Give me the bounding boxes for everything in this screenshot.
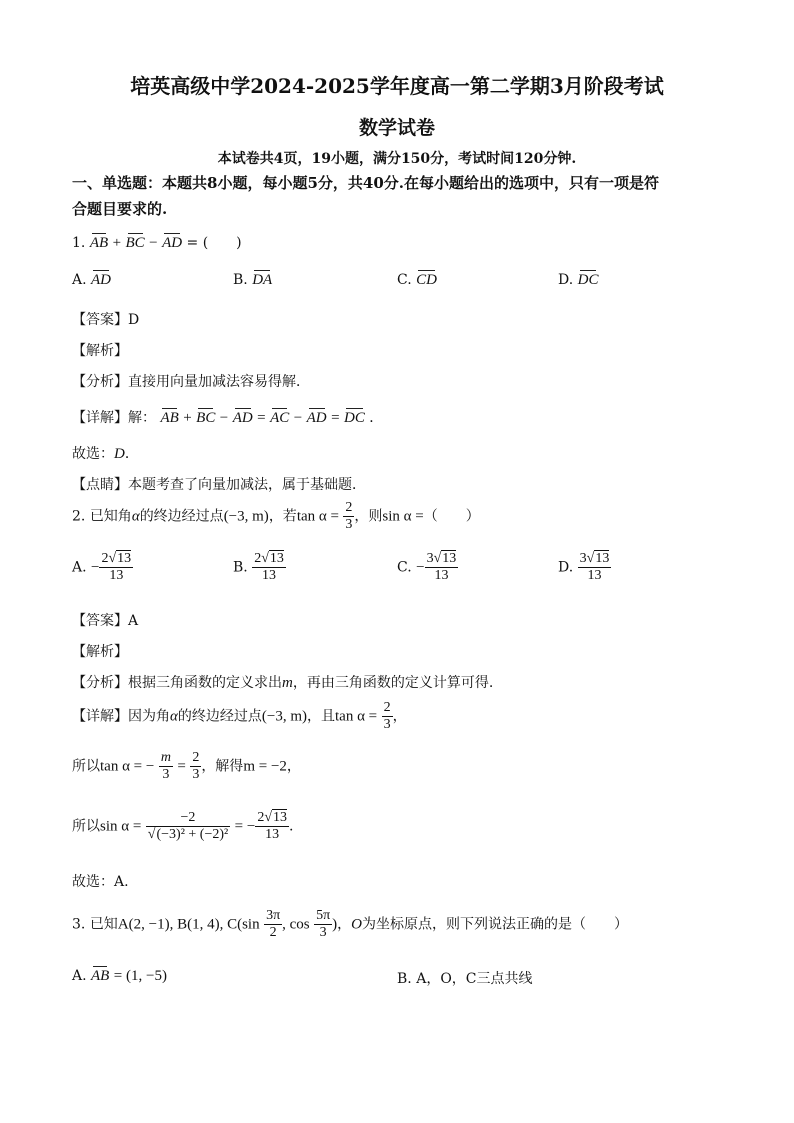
- text: ): [332, 916, 338, 933]
- denominator: 13: [434, 568, 449, 583]
- text: ，且: [307, 708, 335, 725]
- fraction: [578, 551, 612, 584]
- q1-choose: [72, 443, 139, 463]
- vector-term: DC: [344, 410, 365, 426]
- fraction: [159, 750, 173, 783]
- numerator: 3√13: [579, 551, 610, 566]
- op: −: [149, 235, 158, 251]
- exam-info: 本试卷共4页，19小题，满分150分，考试时间120分钟.: [217, 151, 577, 167]
- choose-prefix: 故选：: [72, 446, 114, 462]
- coef: 3: [579, 551, 587, 566]
- radicand: 13: [269, 551, 284, 566]
- op: −: [219, 410, 229, 426]
- vector-term: AD: [306, 410, 327, 426]
- q2-detail: [72, 700, 407, 733]
- q1-fenxi: 【分析】直接用向量加减法容易得解．: [72, 374, 310, 390]
- numerator: 5π: [316, 908, 331, 923]
- tan-expr: tan α =: [335, 708, 378, 725]
- option-label: A.: [72, 968, 87, 984]
- numerator: 2√13: [101, 551, 132, 566]
- fraction: [99, 551, 133, 584]
- m-value: m = −2: [243, 758, 287, 775]
- denominator: 3: [162, 767, 170, 782]
- numerator: 3√13: [426, 551, 457, 566]
- option-label: C.: [397, 559, 412, 576]
- numerator: 2: [345, 500, 353, 515]
- op: +: [112, 235, 122, 251]
- denominator: 13: [265, 827, 280, 842]
- vector-term: BC: [196, 410, 216, 426]
- numerator: 3π: [266, 908, 281, 923]
- q2-line2: [72, 750, 301, 783]
- coef: 2: [101, 551, 109, 566]
- q2-option-d: [558, 551, 611, 584]
- text: ，若: [268, 508, 297, 525]
- q3-option-b: [397, 968, 533, 988]
- denominator: 2: [269, 925, 277, 940]
- text: ，再由三角函数的定义计算可得.: [292, 675, 494, 691]
- q2-analysis-heading: 【解析】: [72, 644, 128, 660]
- text: ，: [286, 758, 301, 775]
- option-vector: AD: [91, 272, 112, 288]
- radicand: 13: [117, 551, 132, 566]
- sin-expr: sin α =: [100, 818, 142, 835]
- q1-option-d: [558, 272, 598, 289]
- text: 所以: [72, 758, 100, 775]
- q2-option-c: [397, 551, 458, 584]
- q2-option-a: [72, 551, 133, 584]
- tan-expr: tan α = −: [100, 758, 155, 775]
- q2-answer: 【答案】A: [72, 613, 139, 629]
- alpha: α: [131, 508, 140, 525]
- numerator: 2: [383, 700, 391, 715]
- q2-number: 2.: [72, 508, 86, 525]
- q1-stem: [72, 232, 242, 252]
- option-vector: DA: [252, 272, 273, 288]
- text: 所以: [72, 818, 100, 835]
- coef: 3: [426, 551, 434, 566]
- sign: −: [91, 559, 100, 576]
- text: 的终边经过点: [139, 508, 224, 525]
- text: ，则: [354, 508, 383, 525]
- q2-choose: 故选：A.: [72, 874, 129, 890]
- text: ，解得: [201, 758, 244, 775]
- fraction: [255, 810, 289, 843]
- text: 已知: [89, 916, 118, 933]
- denominator: √(−3)² + (−2)²: [147, 827, 229, 842]
- denominator: 13: [587, 568, 602, 583]
- numerator: m: [160, 750, 171, 765]
- q1-option-a: [72, 272, 111, 289]
- text: 为坐标原点，则下列说法正确的是（ ）: [362, 916, 629, 933]
- fraction: [314, 908, 332, 941]
- var-o: O: [351, 916, 363, 933]
- q1-option-c: [397, 272, 437, 289]
- op: =: [257, 410, 266, 426]
- fraction: [190, 750, 201, 783]
- vector-bc: BC: [125, 235, 145, 251]
- section-heading-line2: 合题目要求的.: [72, 200, 168, 218]
- exam-subtitle: 数学试卷: [358, 117, 435, 139]
- q3-option-a: [72, 968, 167, 985]
- tan-expr: tan α =: [296, 508, 339, 525]
- option-vector: AB: [91, 968, 110, 984]
- section-heading-line1: 一、单选题：本题共8小题，每小题5分，共40分.在每小题给出的选项中，只有一项是符: [72, 174, 659, 192]
- coef: 2: [257, 810, 265, 825]
- text: （ ）: [423, 508, 480, 525]
- option-label: A.: [72, 272, 87, 288]
- option-vector: CD: [416, 272, 437, 288]
- sign: −: [416, 559, 425, 576]
- choose-suffix: ．: [124, 446, 139, 462]
- q1-option-b: [233, 272, 272, 289]
- vector-term: AC: [270, 410, 290, 426]
- op: +: [183, 410, 192, 426]
- q3-stem: [72, 908, 628, 941]
- vector-ab: AB: [89, 235, 109, 251]
- option-label: B.: [397, 971, 412, 987]
- fraction: [252, 551, 286, 584]
- var-m: m: [282, 675, 293, 691]
- vector-term: AD: [232, 410, 253, 426]
- fraction: [264, 908, 282, 941]
- coef: 2: [254, 551, 262, 566]
- denominator: 3: [319, 925, 327, 940]
- option-text: A，O，C三点共线: [416, 971, 533, 987]
- q1-stem-tail: = ( ): [186, 235, 242, 251]
- sin-expr: sin α =: [382, 508, 424, 525]
- punct: ．: [369, 410, 384, 426]
- text: 的终边经过点: [177, 708, 262, 725]
- text: , cos: [282, 916, 310, 933]
- denominator: 3: [345, 517, 353, 532]
- option-value: = (1, −5): [113, 968, 167, 984]
- numerator: 2: [192, 750, 200, 765]
- alpha: α: [170, 708, 178, 725]
- point: (−3, m): [261, 708, 307, 725]
- q1-dianjing: 【点睛】本题考查了向量加减法，属于基础题．: [72, 477, 366, 493]
- fraction: [382, 700, 393, 733]
- detail-prefix: 【详解】解：: [72, 410, 156, 426]
- q2-option-b: [233, 551, 286, 584]
- radicand: 13: [273, 810, 288, 825]
- choose-value: D: [114, 446, 125, 462]
- numerator: 2√13: [254, 551, 284, 566]
- q2-stem: [72, 500, 480, 533]
- option-vector: DC: [577, 272, 599, 288]
- q3-number: 3.: [72, 916, 86, 933]
- q1-number: 1.: [72, 235, 86, 251]
- option-label: A.: [72, 559, 87, 576]
- q2-line3: [72, 810, 293, 843]
- text: 【分析】根据三角函数的定义求出: [72, 675, 282, 691]
- numerator: −2: [146, 810, 230, 827]
- text: ，: [337, 916, 352, 933]
- numerator: 2√13: [257, 810, 288, 825]
- option-label: D.: [558, 272, 574, 288]
- op: −: [293, 410, 303, 426]
- fraction: [146, 810, 230, 843]
- radicand: 13: [442, 551, 457, 566]
- radicand: 13: [595, 551, 610, 566]
- op: = −: [234, 818, 256, 835]
- q1-answer: 【答案】D: [72, 312, 140, 328]
- vector-term: AB: [160, 410, 179, 426]
- text: ，: [392, 708, 407, 725]
- denominator: 3: [192, 767, 200, 782]
- option-label: D.: [558, 559, 574, 576]
- op: =: [331, 410, 340, 426]
- q1-detail: [72, 407, 383, 427]
- q2-fenxi: [72, 672, 493, 692]
- points: A(2, −1), B(1, 4), C(sin: [117, 916, 260, 933]
- radicand: (−3)² + (−2)²: [156, 827, 229, 842]
- option-label: B.: [233, 559, 248, 576]
- denominator: 3: [383, 717, 391, 732]
- option-label: C.: [397, 272, 412, 288]
- op: =: [177, 758, 186, 775]
- exam-title: 培英高级中学2024-2025学年度高一第二学期3月阶段考试: [130, 74, 664, 98]
- q1-analysis-heading: 【解析】: [72, 343, 128, 359]
- fraction: [425, 551, 459, 584]
- text: 【详解】因为角: [72, 708, 170, 725]
- point: (−3, m): [223, 508, 269, 525]
- vector-ad: AD: [162, 235, 183, 251]
- denominator: 13: [109, 568, 124, 583]
- option-label: B.: [233, 272, 248, 288]
- fraction: [343, 500, 354, 533]
- denominator: 13: [262, 568, 277, 583]
- text: 已知角: [89, 508, 132, 525]
- punct: .: [289, 818, 294, 835]
